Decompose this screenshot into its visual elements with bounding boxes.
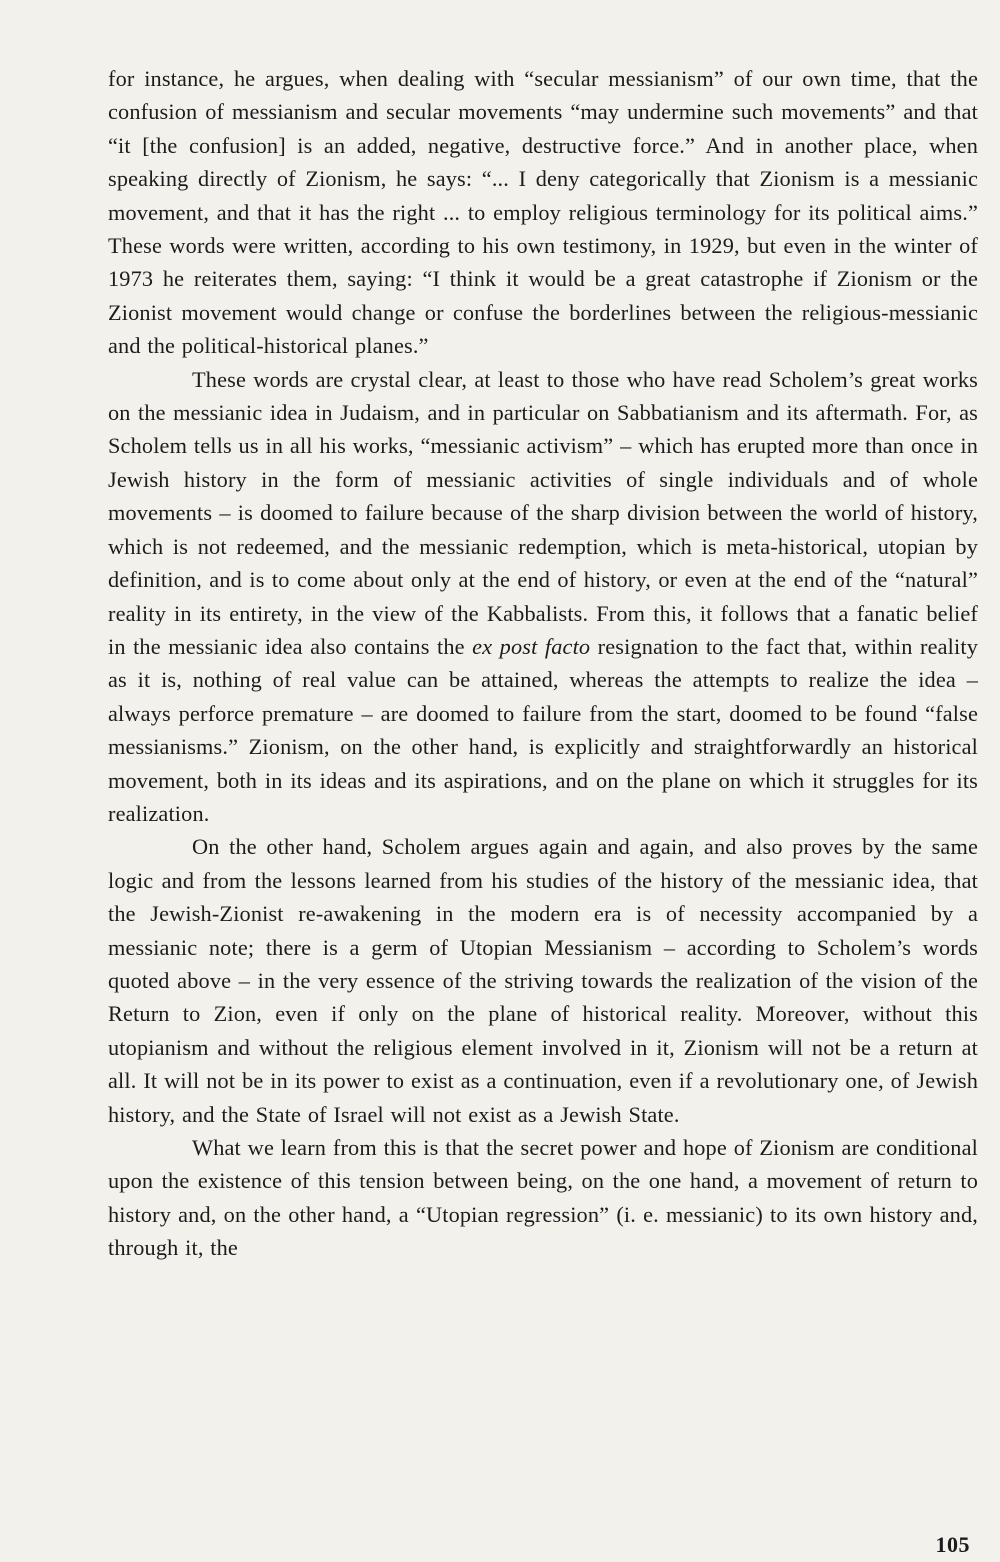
italic-phrase: ex post facto	[472, 633, 591, 659]
paragraph-1-text: for instance, he argues, when dealing with “secular messianism” of our own time, that the confusion of messianism and secular movements “may undermine such movements” and that “it [the confusion] is an added, negative, destructive force.” And in another place, when speaking directly of Zionism, he says: “... I deny categorically that Zionism is a messianic movement, and that it has the right ... to employ religious terminology for its political aims.” These words were written, according to his own testimony, in 1929, but even in the winter of 1973 he reiterates them, saying: “I think it would be a great catastrophe if Zionism or the Zionist movement would change or confuse the borderlines between the religious-messianic and the political-historical planes.”	[108, 66, 978, 359]
body-text	[108, 62, 978, 1265]
paragraph-2-text-end: resignation to the fact that, within reality as it is, nothing of real value can be attained, whereas the attempts to realize the idea – always perforce premature – are doomed to failure from the start, doomed to be found “false messianisms.” Zionism, on the other hand, is explicitly and straightforwardly an historical movement, both in its ideas and its aspirations, and on the plane on which it struggles for its realization.	[108, 633, 979, 826]
page-number: 105	[935, 1532, 970, 1557]
paragraph-3-text: On the other hand, Scholem argues again and again, and also proves by the same logic and from the lessons learned from his studies of the history of the messianic idea, that the Jewish-Zionist re-awakening in the modern era is of necessity accompanied by a messianic note; there is a germ of Utopian Messianism – according to Scholem’s words quoted above – in the very essence of the striving towards the realization of the vision of the Return to Zion, even if only on the plane of historical reality. Moreover, without this utopianism and without the religious element involved in it, Zionism will not be a return at all. It will not be in its power to exist as a continuation, even if a revolutionary one, of Jewish history, and the State of Israel will not exist as a Jewish State.	[108, 834, 978, 1127]
paragraph-4-text: What we learn from this is that the secret power and hope of Zionism are conditional upon the existence of this tension between being, on the one hand, a movement of return to history and, on the other hand, a “Utopian regression” (i. e. messianic) to its own history and, through it, the	[108, 1135, 978, 1261]
paragraph-3	[108, 830, 978, 1131]
paragraph-2	[108, 363, 978, 831]
paragraph-4	[108, 1131, 978, 1265]
paragraph-1	[108, 62, 978, 363]
paragraph-2-text-start: These words are crystal clear, at least to those who have read Scholem’s great works on the messianic idea in Judaism, and in particular on Sabbatianism and its aftermath. For, as Scholem tells us in all his works, “messianic activism” – which has erupted more than once in Jewish history in the form of messianic activities of single individuals and of whole movements – is doomed to failure because of the sharp division between the world of history, which is not redeemed, and the messianic redemption, which is meta-historical, utopian by definition, and is to come about only at the end of history, or even at the end of the “natural” reality in its entirety, in the view of the Kabbalists. From this, it follows that a fanatic belief in the messianic idea also contains the	[108, 366, 978, 659]
